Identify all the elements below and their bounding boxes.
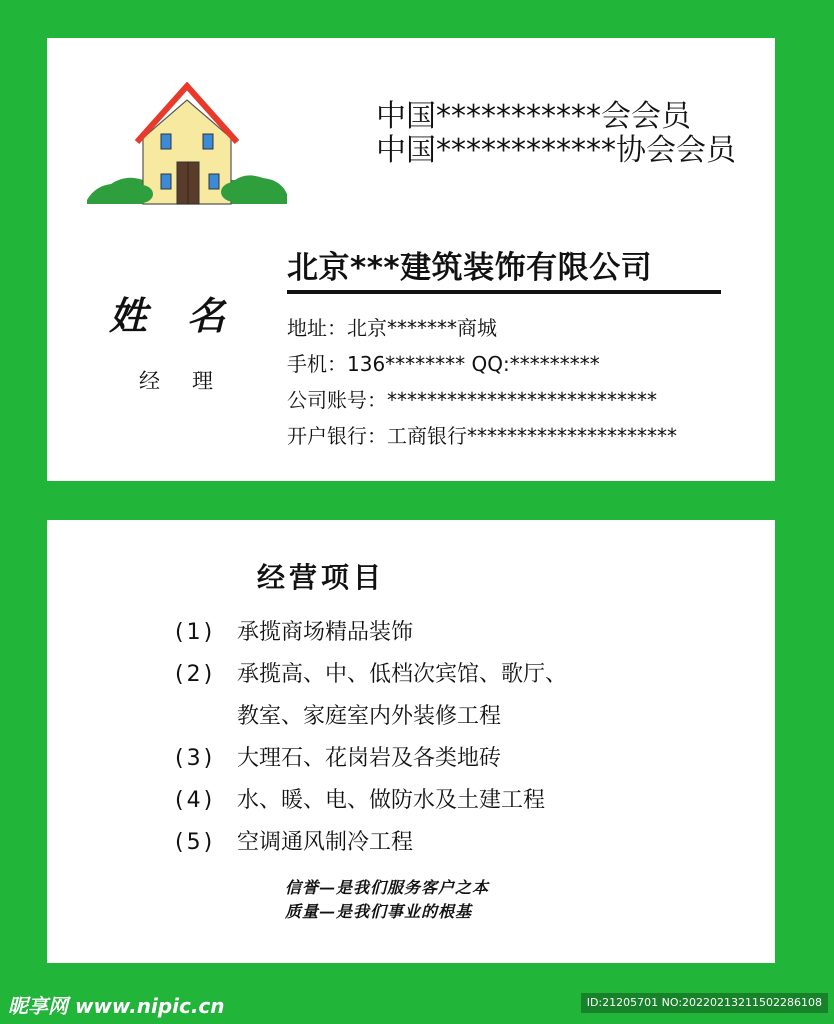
contact-info xyxy=(287,310,677,454)
item-text: 空调通风制冷工程 xyxy=(237,830,414,855)
membership-line-2: 中国************协会会员 xyxy=(376,133,736,168)
list-item xyxy=(175,822,567,864)
item-text: 承揽高、中、低档次宾馆、歌厅、 xyxy=(237,662,568,687)
list-item xyxy=(175,612,567,654)
watermark-site: 昵享网 www.nipic.cn xyxy=(8,994,225,1018)
list-item xyxy=(175,654,567,696)
business-card-front xyxy=(47,38,775,481)
item-number: (1) xyxy=(175,620,216,645)
bank-line: 开户银行：工商银行********************* xyxy=(287,424,677,448)
account-line: 公司账号：*************************** xyxy=(287,388,657,412)
item-text: 承揽商场精品装饰 xyxy=(237,620,414,645)
person-title: 经理 xyxy=(139,369,245,393)
person-name: 姓名 xyxy=(109,293,266,338)
item-text: 水、暖、电、做防水及土建工程 xyxy=(237,788,546,813)
item-number: (3) xyxy=(175,746,216,771)
house-icon xyxy=(85,82,289,208)
list-item xyxy=(175,738,567,780)
item-number: (4) xyxy=(175,788,216,813)
company-name: 北京***建筑装饰有限公司 xyxy=(287,250,653,286)
item-text: 大理石、花岗岩及各类地砖 xyxy=(237,746,502,771)
business-items-list xyxy=(175,612,567,864)
list-item xyxy=(175,696,567,738)
membership-line-1: 中国***********会会员 xyxy=(376,99,691,134)
item-text: 教室、家庭室内外装修工程 xyxy=(237,704,502,729)
address-line: 地址：北京*******商城 xyxy=(287,316,497,340)
phone-line: 手机：136******** QQ:********* xyxy=(287,352,600,376)
item-number: (5) xyxy=(175,830,216,855)
company-underline xyxy=(287,290,721,294)
slogan-line-1: 信誉—是我们服务客户之本 xyxy=(285,878,490,897)
business-scope-title: 经营项目 xyxy=(256,561,385,594)
watermark-id: ID:21205701 NO:20220213211502286108 xyxy=(581,993,828,1013)
business-card-back xyxy=(47,520,775,963)
membership-block xyxy=(376,100,736,168)
slogan-line-2: 质量—是我们事业的根基 xyxy=(285,902,473,921)
item-number: (2) xyxy=(175,662,216,687)
slogan xyxy=(285,876,489,924)
list-item xyxy=(175,780,567,822)
